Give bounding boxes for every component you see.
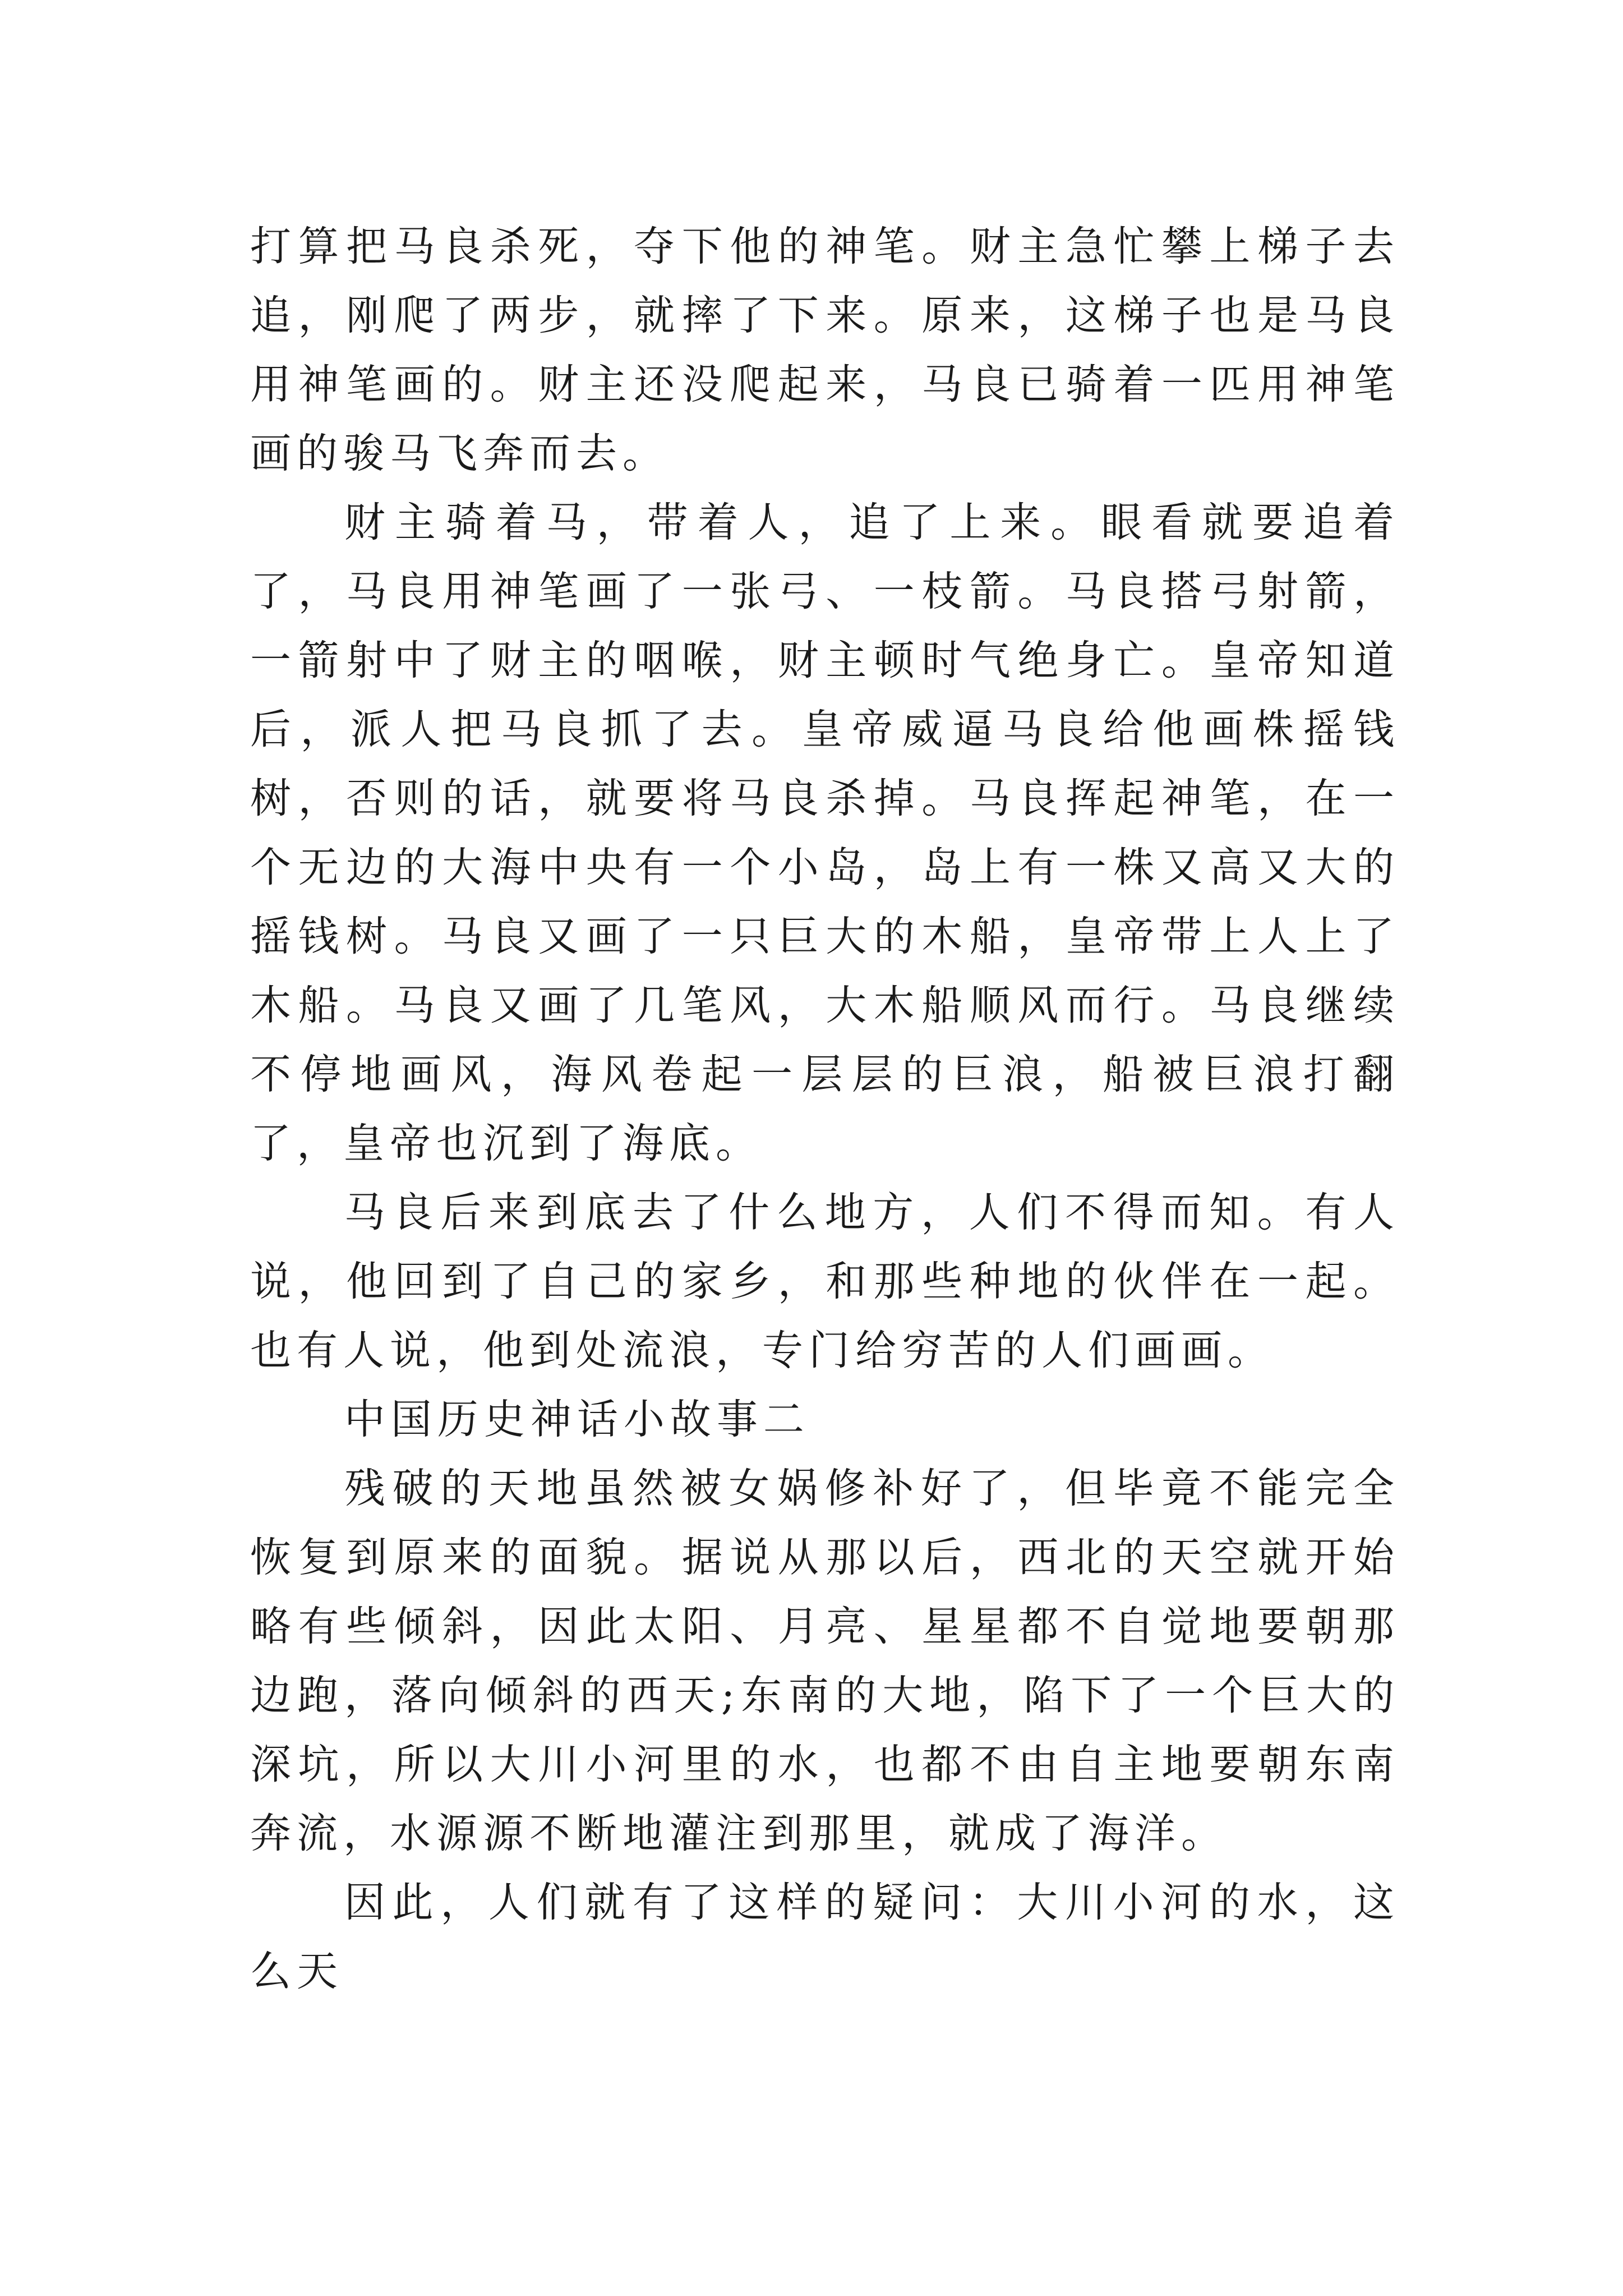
paragraph-continuation: 打算把马良杀死，夺下他的神笔。财主急忙攀上梯子去追，刚爬了两步，就摔了下来。原来，这梯子也是马良用神笔画的。财主还没爬起来，马良已骑着一匹用神笔画的骏马飞奔而去。 [250, 223, 1400, 477]
paragraph-sky-earth: 残破的天地虽然被女娲修补好了，但毕竟不能完全恢复到原来的面貌。据说从那以后，西北的天空就开始略有些倾斜，因此太阳、月亮、星星都不自觉地要朝那边跑，落向倾斜的西天;东南的大地，陷下了一个巨大的深坑，所以大川小河里的水，也都不由自主地要朝东南奔流，水源源不断地灌注到那里，就成了海洋。 [250, 1465, 1400, 1857]
paragraph-question: 因此，人们就有了这样的疑问：大川小河的水，这么天 [250, 1879, 1400, 1995]
document-body [250, 212, 1400, 2006]
paragraph-ending: 马良后来到底去了什么地方，人们不得而知。有人说，他回到了自己的家乡，和那些种地的伙伴在一起。也有人说，他到处流浪，专门给穷苦的人们画画。 [250, 1189, 1400, 1374]
section-heading: 中国历史神话小故事二 [344, 1396, 810, 1443]
paragraph-chase: 财主骑着马，带着人，追了上来。眼看就要追着了，马良用神笔画了一张弓、一枝箭。马良搭弓射箭，一箭射中了财主的咽喉，财主顿时气绝身亡。皇帝知道后，派人把马良抓了去。皇帝威逼马良给他画株摇钱树，否则的话，就要将马良杀掉。马良挥起神笔，在一个无边的大海中央有一个小岛，岛上有一株又高又大的摇钱树。马良又画了一只巨大的木船，皇帝带上人上了木船。马良又画了几笔风，大木船顺风而行。马良继续不停地画风，海风卷起一层层的巨浪，船被巨浪打翻了，皇帝也沉到了海底。 [250, 499, 1400, 1167]
